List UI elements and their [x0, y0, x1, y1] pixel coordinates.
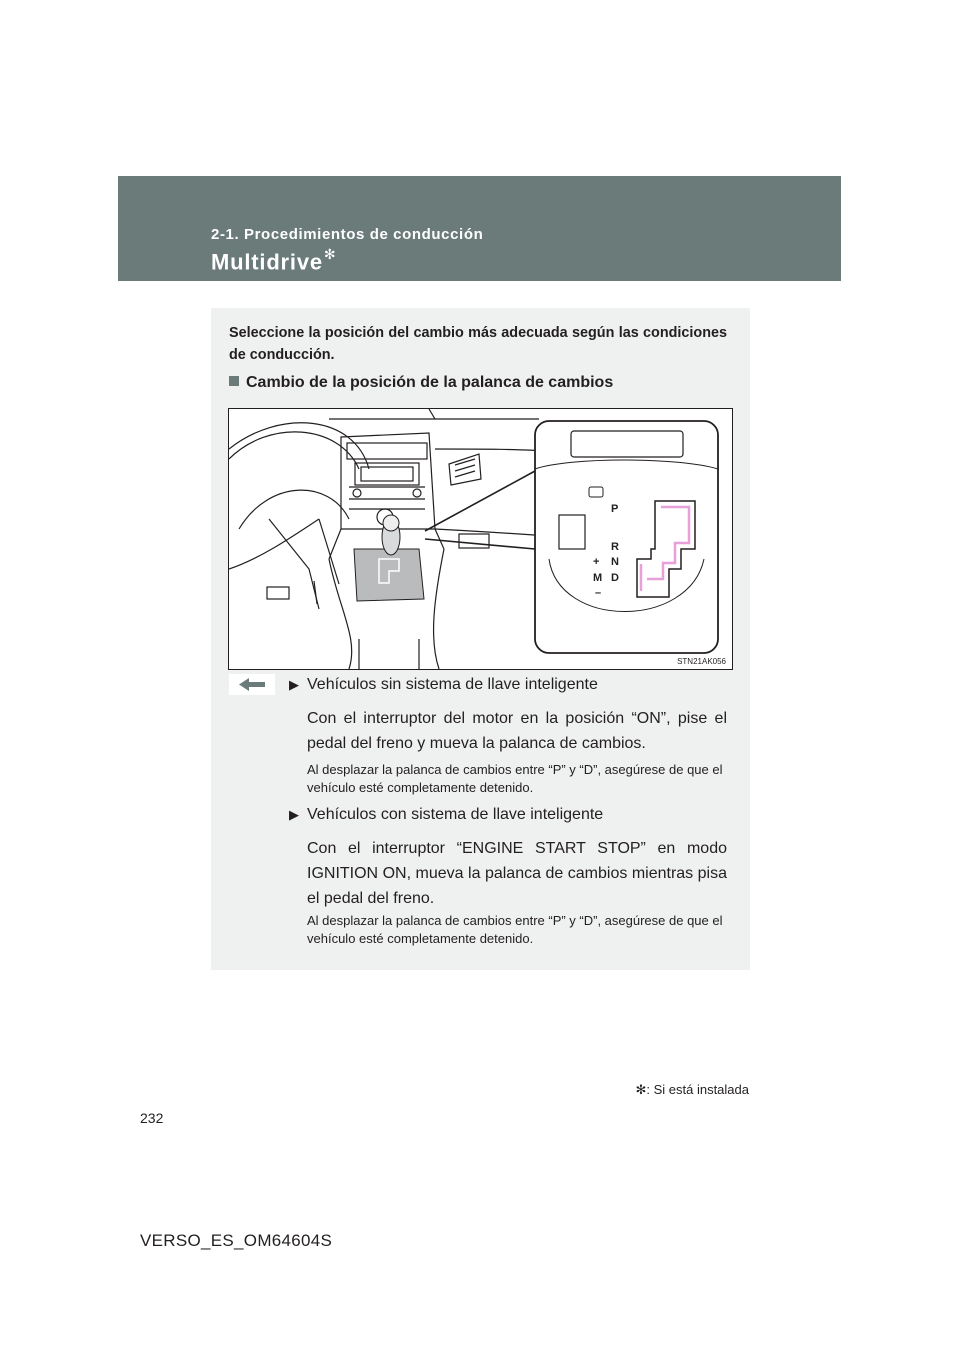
list-item-title: Vehículos sin sistema de llave inteligente	[307, 676, 598, 693]
gate-label-n: N	[611, 556, 619, 568]
square-bullet-icon	[229, 376, 239, 386]
intro-text: Seleccione la posición del cambio más adecuada según las condiciones de conducción.	[229, 325, 727, 363]
manual-label-minus: –	[595, 587, 602, 599]
subheading-text: Cambio de la posición de la palanca de cambios	[246, 374, 614, 391]
page-title	[211, 248, 336, 275]
footnote-mark: ✻	[635, 1082, 647, 1097]
triangle-bullet-icon: ▶	[289, 807, 299, 822]
gate-label-p: P	[611, 503, 619, 515]
section-label: 2-1. Procedimientos de conducción	[211, 226, 484, 243]
footnote-text: : Si está instalada	[646, 1082, 749, 1097]
list-item-no-smart-key	[289, 676, 598, 694]
gate-label-r: R	[611, 541, 619, 553]
page-title-text: Multidrive	[211, 249, 323, 275]
footnote	[635, 1082, 749, 1098]
body-text: Con el interruptor del motor en la posición “ON”, pise el pedal del freno y mueva la palanca de cambios.	[307, 710, 727, 752]
body-text: Con el interruptor “ENGINE START STOP” en modo IGNITION ON, mueva la palanca de cambios mientras pisa el pedal del freno.	[307, 840, 727, 907]
page-number: 232	[140, 1110, 164, 1126]
gate-label-d: D	[611, 572, 619, 584]
optional-equipment-mark: ✻	[323, 246, 337, 262]
triangle-bullet-icon: ▶	[289, 677, 299, 692]
subheading	[229, 374, 613, 392]
note-text: Al desplazar la palanca de cambios entre “P” y “D”, asegúrese de que el vehículo esté completamente detenido.	[307, 913, 723, 946]
shift-lever-illustration	[228, 408, 733, 670]
dashboard-drawing	[229, 409, 732, 669]
document-id: VERSO_ES_OM64604S	[140, 1231, 333, 1250]
left-arrow-icon	[229, 674, 275, 695]
chapter-header	[118, 176, 841, 281]
note-text: Al desplazar la palanca de cambios entre “P” y “D”, asegúrese de que el vehículo esté completamente detenido.	[307, 762, 723, 795]
figure-code: STN21AK056	[677, 657, 726, 666]
list-item-title: Vehículos con sistema de llave inteligente	[307, 806, 604, 823]
previous-arrow-icon	[229, 674, 275, 695]
content-panel	[211, 308, 750, 970]
manual-label-plus: +	[593, 556, 600, 568]
manual-label-m: M	[593, 572, 603, 584]
list-item-smart-key	[289, 806, 603, 824]
